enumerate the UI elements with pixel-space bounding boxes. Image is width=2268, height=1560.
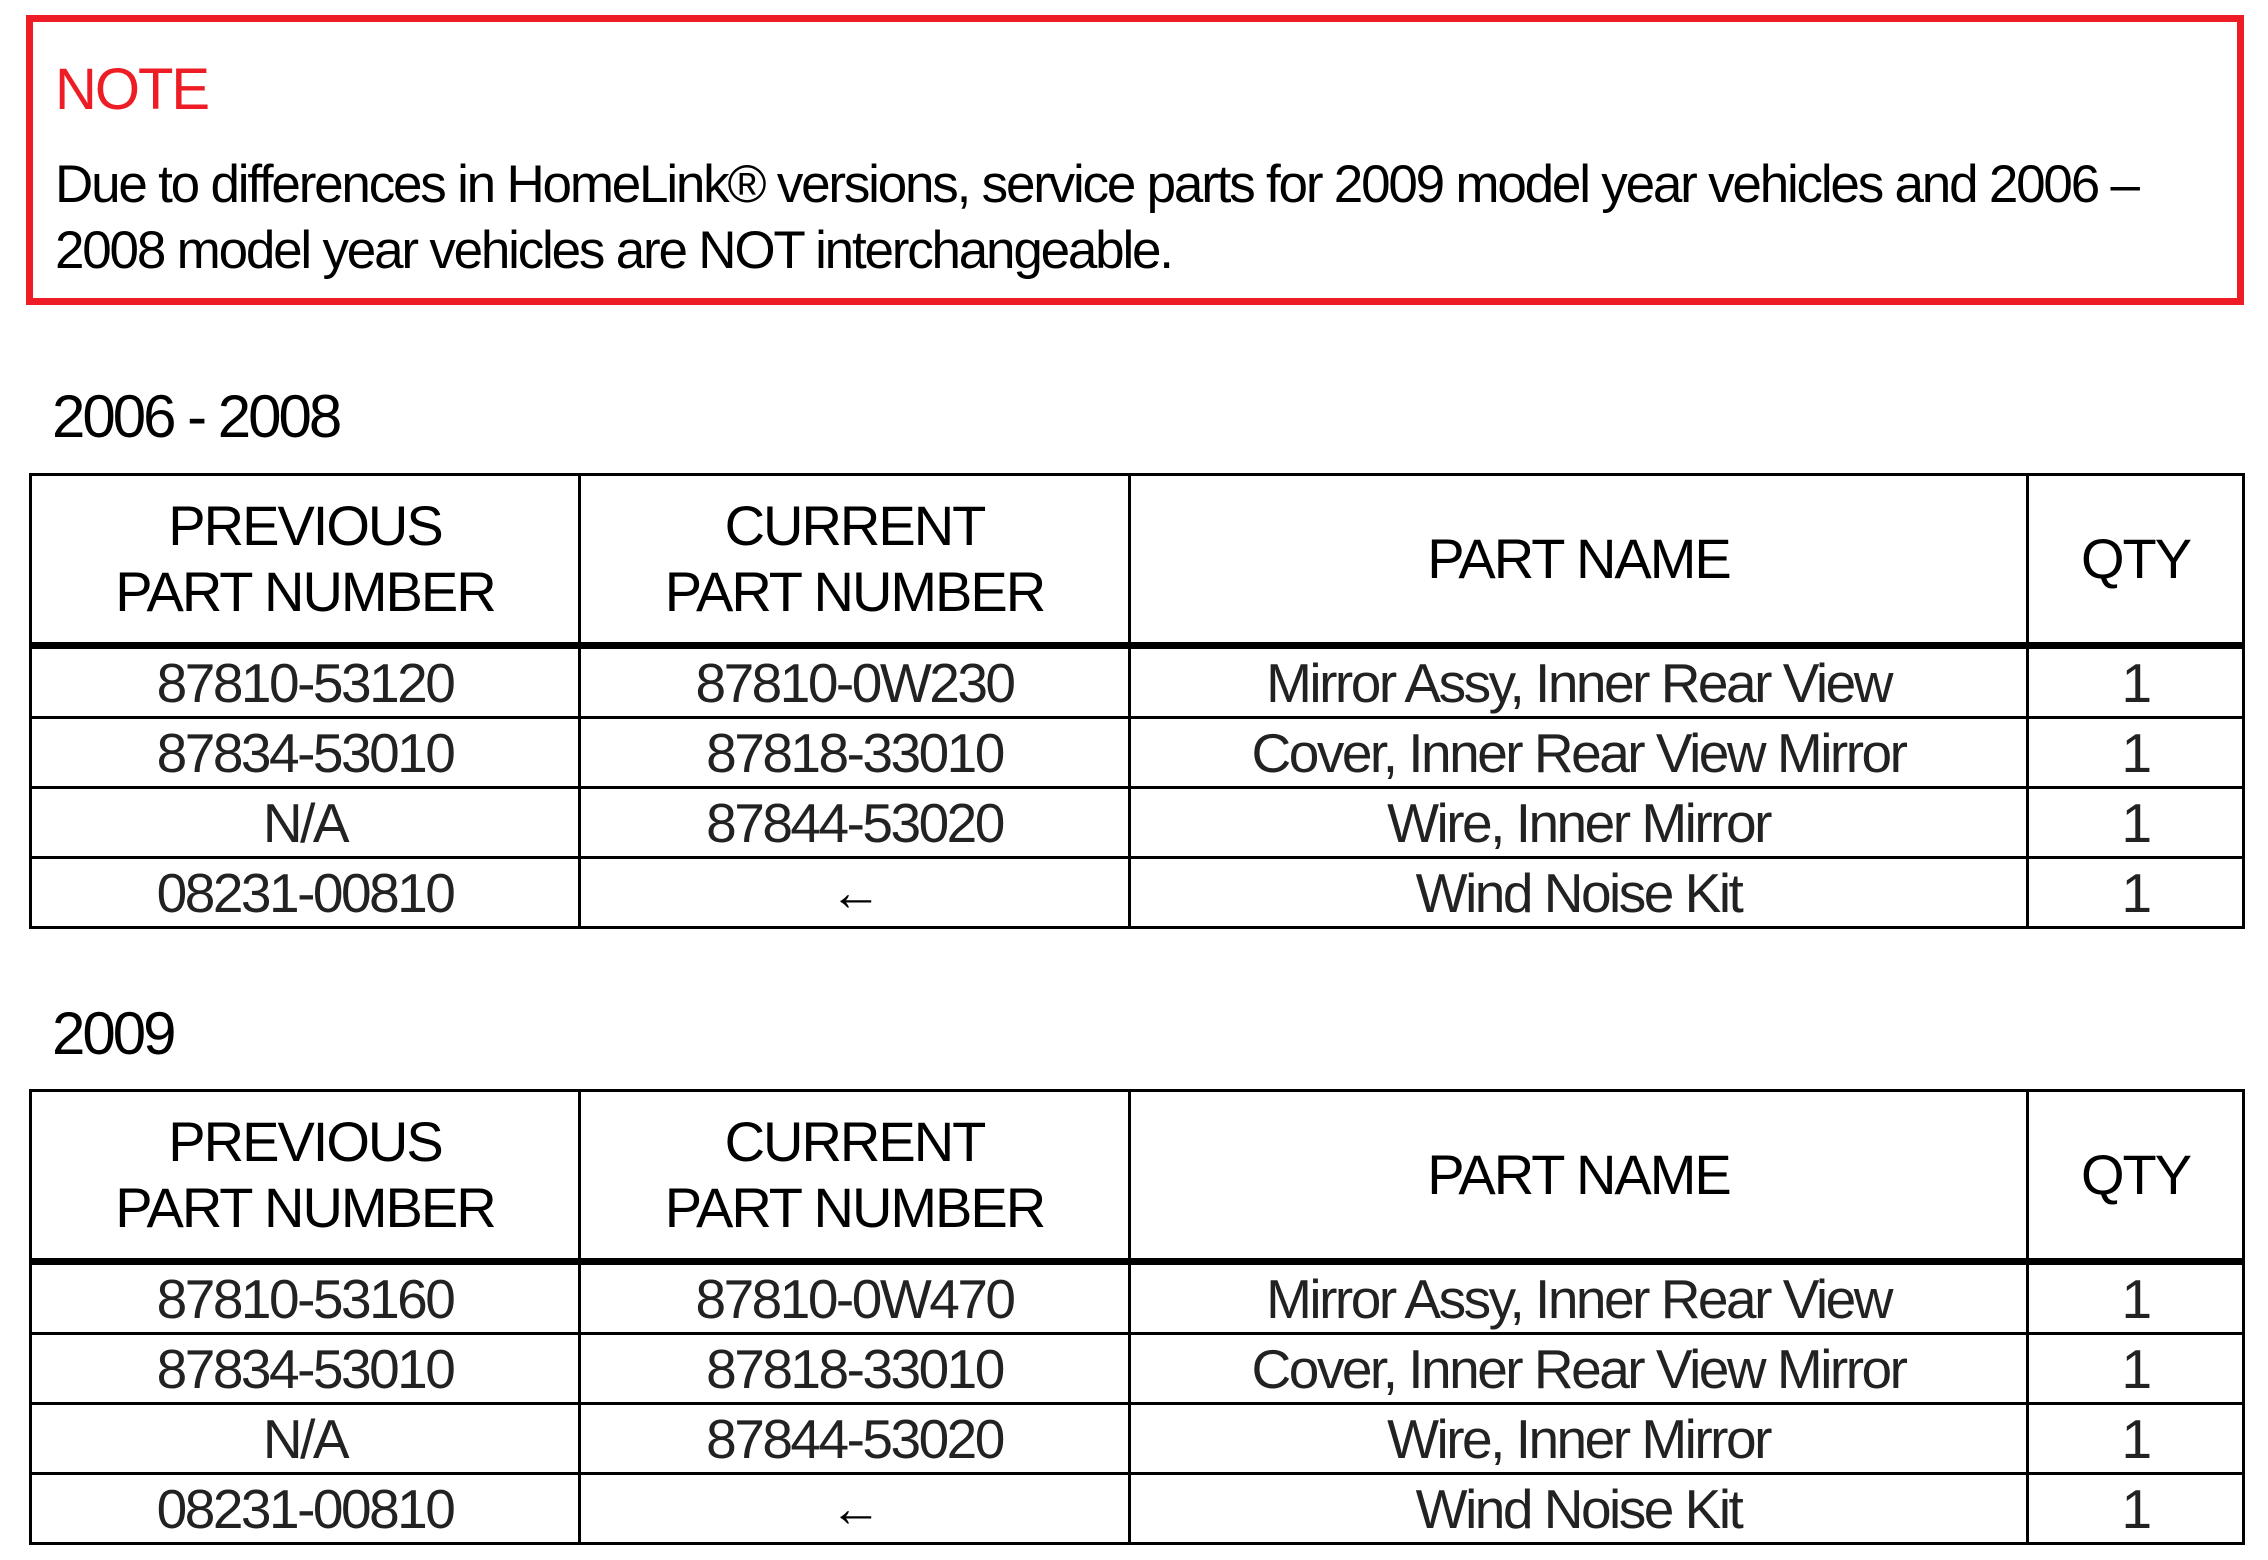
header-qty: QTY <box>2028 1091 2244 1262</box>
section-title-2006-2008: 2006 - 2008 <box>52 383 340 450</box>
table-row <box>31 718 2244 788</box>
previous-part-number: 87834-53010 <box>31 718 580 788</box>
header-current-part-number: CURRENT PART NUMBER <box>580 475 1130 646</box>
qty: 1 <box>2028 1262 2244 1334</box>
table-row <box>31 788 2244 858</box>
part-name: Wire, Inner Mirror <box>1130 788 2028 858</box>
part-name: Mirror Assy, Inner Rear View <box>1130 646 2028 718</box>
part-name: Wind Noise Kit <box>1130 858 2028 928</box>
previous-part-number: 87810-53160 <box>31 1262 580 1334</box>
previous-part-number: 08231-00810 <box>31 1474 580 1544</box>
header-part-name: PART NAME <box>1130 475 2028 646</box>
current-part-number: 87810-0W470 <box>580 1262 1130 1334</box>
qty: 1 <box>2028 788 2244 858</box>
table-row <box>31 1474 2244 1544</box>
previous-part-number: 87810-53120 <box>31 646 580 718</box>
parts-table-2009 <box>29 1089 2245 1545</box>
note-box <box>26 15 2244 305</box>
current-part-number: 87810-0W230 <box>580 646 1130 718</box>
note-title: NOTE <box>55 57 209 122</box>
part-name: Cover, Inner Rear View Mirror <box>1130 718 2028 788</box>
previous-part-number: N/A <box>31 1404 580 1474</box>
part-name: Wire, Inner Mirror <box>1130 1404 2028 1474</box>
header-part-name: PART NAME <box>1130 1091 2028 1262</box>
part-name: Wind Noise Kit <box>1130 1474 2028 1544</box>
qty: 1 <box>2028 1474 2244 1544</box>
current-part-number: 87818-33010 <box>580 718 1130 788</box>
qty: 1 <box>2028 1404 2244 1474</box>
header-previous-part-number: PREVIOUS PART NUMBER <box>31 1091 580 1262</box>
part-name: Cover, Inner Rear View Mirror <box>1130 1334 2028 1404</box>
note-body: Due to differences in HomeLink® versions, service parts for 2009 model year vehicles and 2006 – 2008 model year vehicles are NOT interchangeable. <box>55 155 2138 280</box>
table-row <box>31 1334 2244 1404</box>
table-row <box>31 1262 2244 1334</box>
left-arrow-icon: ← <box>580 1474 1130 1544</box>
table-row <box>31 1404 2244 1474</box>
parts-table-2006-2008 <box>29 473 2245 929</box>
qty: 1 <box>2028 646 2244 718</box>
header-previous-part-number: PREVIOUS PART NUMBER <box>31 475 580 646</box>
current-part-number: 87818-33010 <box>580 1334 1130 1404</box>
current-part-number: 87844-53020 <box>580 788 1130 858</box>
previous-part-number: 87834-53010 <box>31 1334 580 1404</box>
table-row <box>31 646 2244 718</box>
left-arrow-icon: ← <box>580 858 1130 928</box>
header-current-part-number: CURRENT PART NUMBER <box>580 1091 1130 1262</box>
qty: 1 <box>2028 858 2244 928</box>
qty: 1 <box>2028 718 2244 788</box>
section-title-2009: 2009 <box>52 1000 174 1067</box>
part-name: Mirror Assy, Inner Rear View <box>1130 1262 2028 1334</box>
previous-part-number: 08231-00810 <box>31 858 580 928</box>
table-row <box>31 858 2244 928</box>
qty: 1 <box>2028 1334 2244 1404</box>
current-part-number: 87844-53020 <box>580 1404 1130 1474</box>
header-qty: QTY <box>2028 475 2244 646</box>
previous-part-number: N/A <box>31 788 580 858</box>
